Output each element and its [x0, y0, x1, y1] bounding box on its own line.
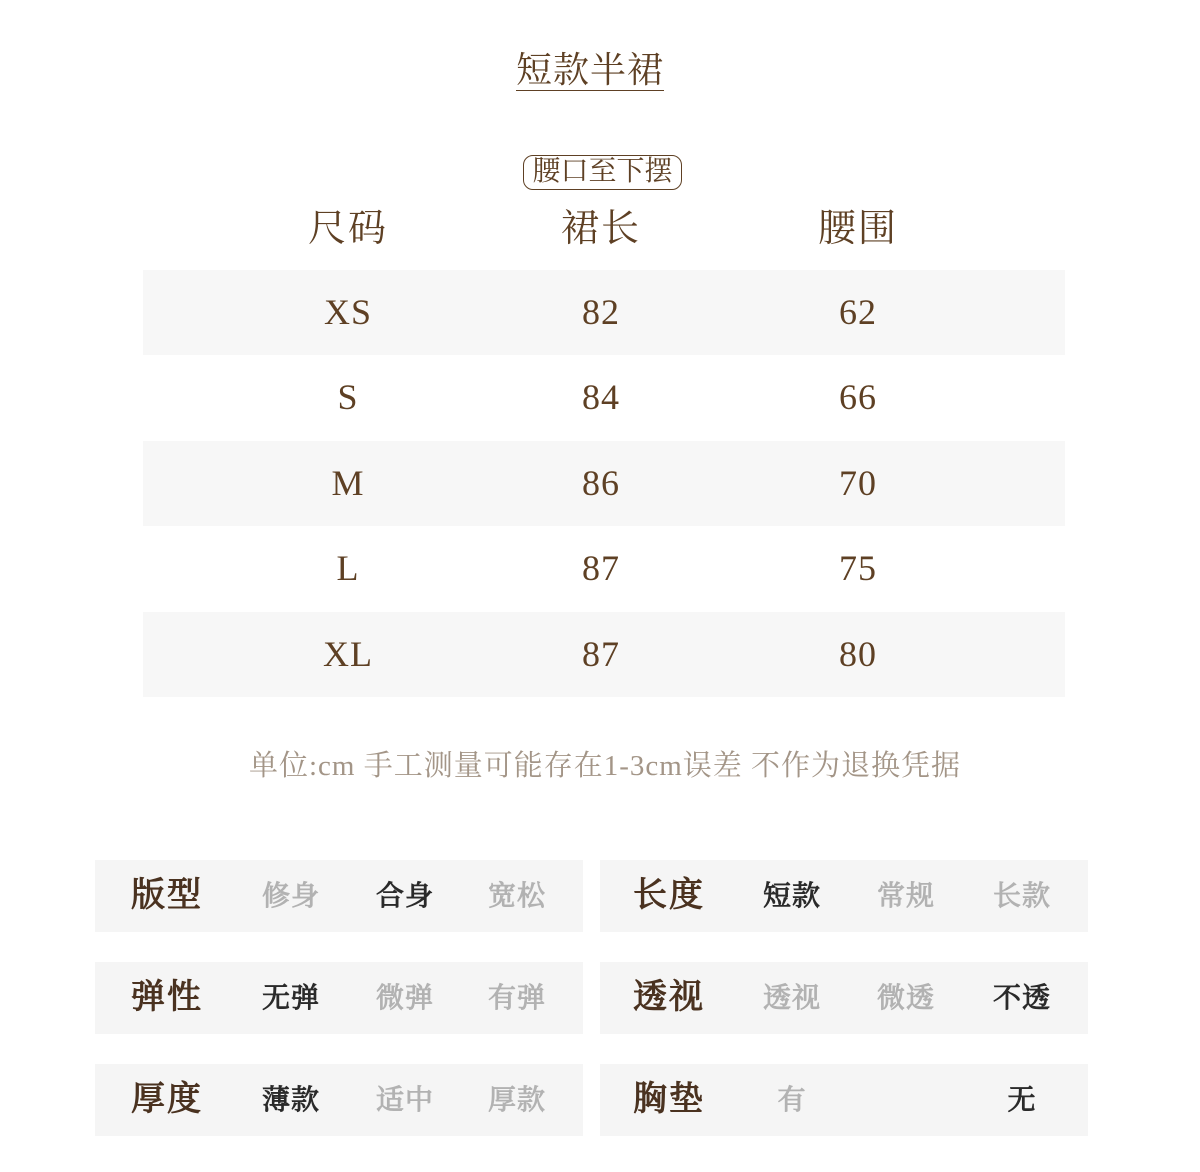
- cell-waist: 62: [839, 292, 877, 332]
- attribute-option: 宽松: [487, 881, 546, 912]
- cell-waist: 80: [839, 633, 877, 674]
- attribute-option: 适中: [375, 1085, 434, 1116]
- cell-skirt-length: 84: [582, 377, 620, 418]
- attribute-option: 无: [1007, 1085, 1037, 1116]
- attribute-option: 微透: [876, 983, 935, 1014]
- cell-waist: 66: [839, 377, 877, 418]
- attribute-label: 版型: [131, 877, 203, 914]
- attribute-label: 透视: [633, 979, 705, 1016]
- attribute-label: 弹性: [131, 979, 203, 1016]
- cell-skirt-length: 87: [582, 633, 620, 674]
- attribute-option: 短款: [762, 881, 821, 912]
- cell-size: L: [336, 548, 360, 589]
- table-row: [143, 270, 1065, 355]
- attribute-option: 无弹: [261, 983, 320, 1014]
- attribute-option: 透视: [762, 983, 821, 1014]
- table-row: [143, 355, 1065, 440]
- attribute-length: [600, 860, 1088, 932]
- cell-skirt-length: 82: [582, 292, 620, 332]
- header-size: 尺码: [307, 208, 388, 250]
- attribute-option: 微弹: [375, 983, 434, 1014]
- attribute-label: 厚度: [131, 1081, 203, 1118]
- attribute-label: 长度: [633, 877, 705, 914]
- page-title: 短款半裙: [515, 50, 665, 90]
- cell-waist: 75: [839, 548, 877, 589]
- cell-waist: 70: [839, 462, 877, 503]
- table-row: [143, 441, 1065, 526]
- attribute-option: 薄款: [261, 1085, 320, 1116]
- attribute-sheerness: [600, 962, 1088, 1034]
- attribute-fit: [95, 860, 583, 932]
- measurement-note-badge: 腰口至下摆: [523, 155, 682, 190]
- attribute-option: 常规: [876, 881, 935, 912]
- table-row: [143, 612, 1065, 697]
- size-table-header: [143, 207, 1065, 251]
- attribute-thickness: [95, 1064, 583, 1136]
- attribute-option: 有: [777, 1085, 807, 1116]
- attribute-option: 有弹: [487, 983, 546, 1014]
- table-row: [143, 526, 1065, 611]
- attribute-label: 胸垫: [633, 1081, 705, 1118]
- header-waist: 腰围: [817, 208, 898, 250]
- cell-size: M: [331, 462, 365, 503]
- attribute-chest-pad: [600, 1064, 1088, 1136]
- attribute-option: 合身: [375, 881, 434, 912]
- size-table: [143, 270, 1065, 697]
- cell-size: S: [337, 377, 359, 418]
- attribute-option: 长款: [992, 881, 1051, 912]
- cell-skirt-length: 86: [582, 462, 620, 503]
- attribute-elasticity: [95, 962, 583, 1034]
- attribute-option: 厚款: [487, 1085, 546, 1116]
- cell-skirt-length: 87: [582, 548, 620, 589]
- cell-size: XS: [323, 292, 373, 332]
- attribute-option: 不透: [992, 983, 1051, 1014]
- attribute-option: 修身: [261, 881, 320, 912]
- measurement-disclaimer: 单位:cm 手工测量可能存在1-3cm误差 不作为退换凭据: [248, 750, 962, 782]
- header-skirt-length: 裙长: [560, 208, 641, 250]
- cell-size: XL: [323, 633, 373, 674]
